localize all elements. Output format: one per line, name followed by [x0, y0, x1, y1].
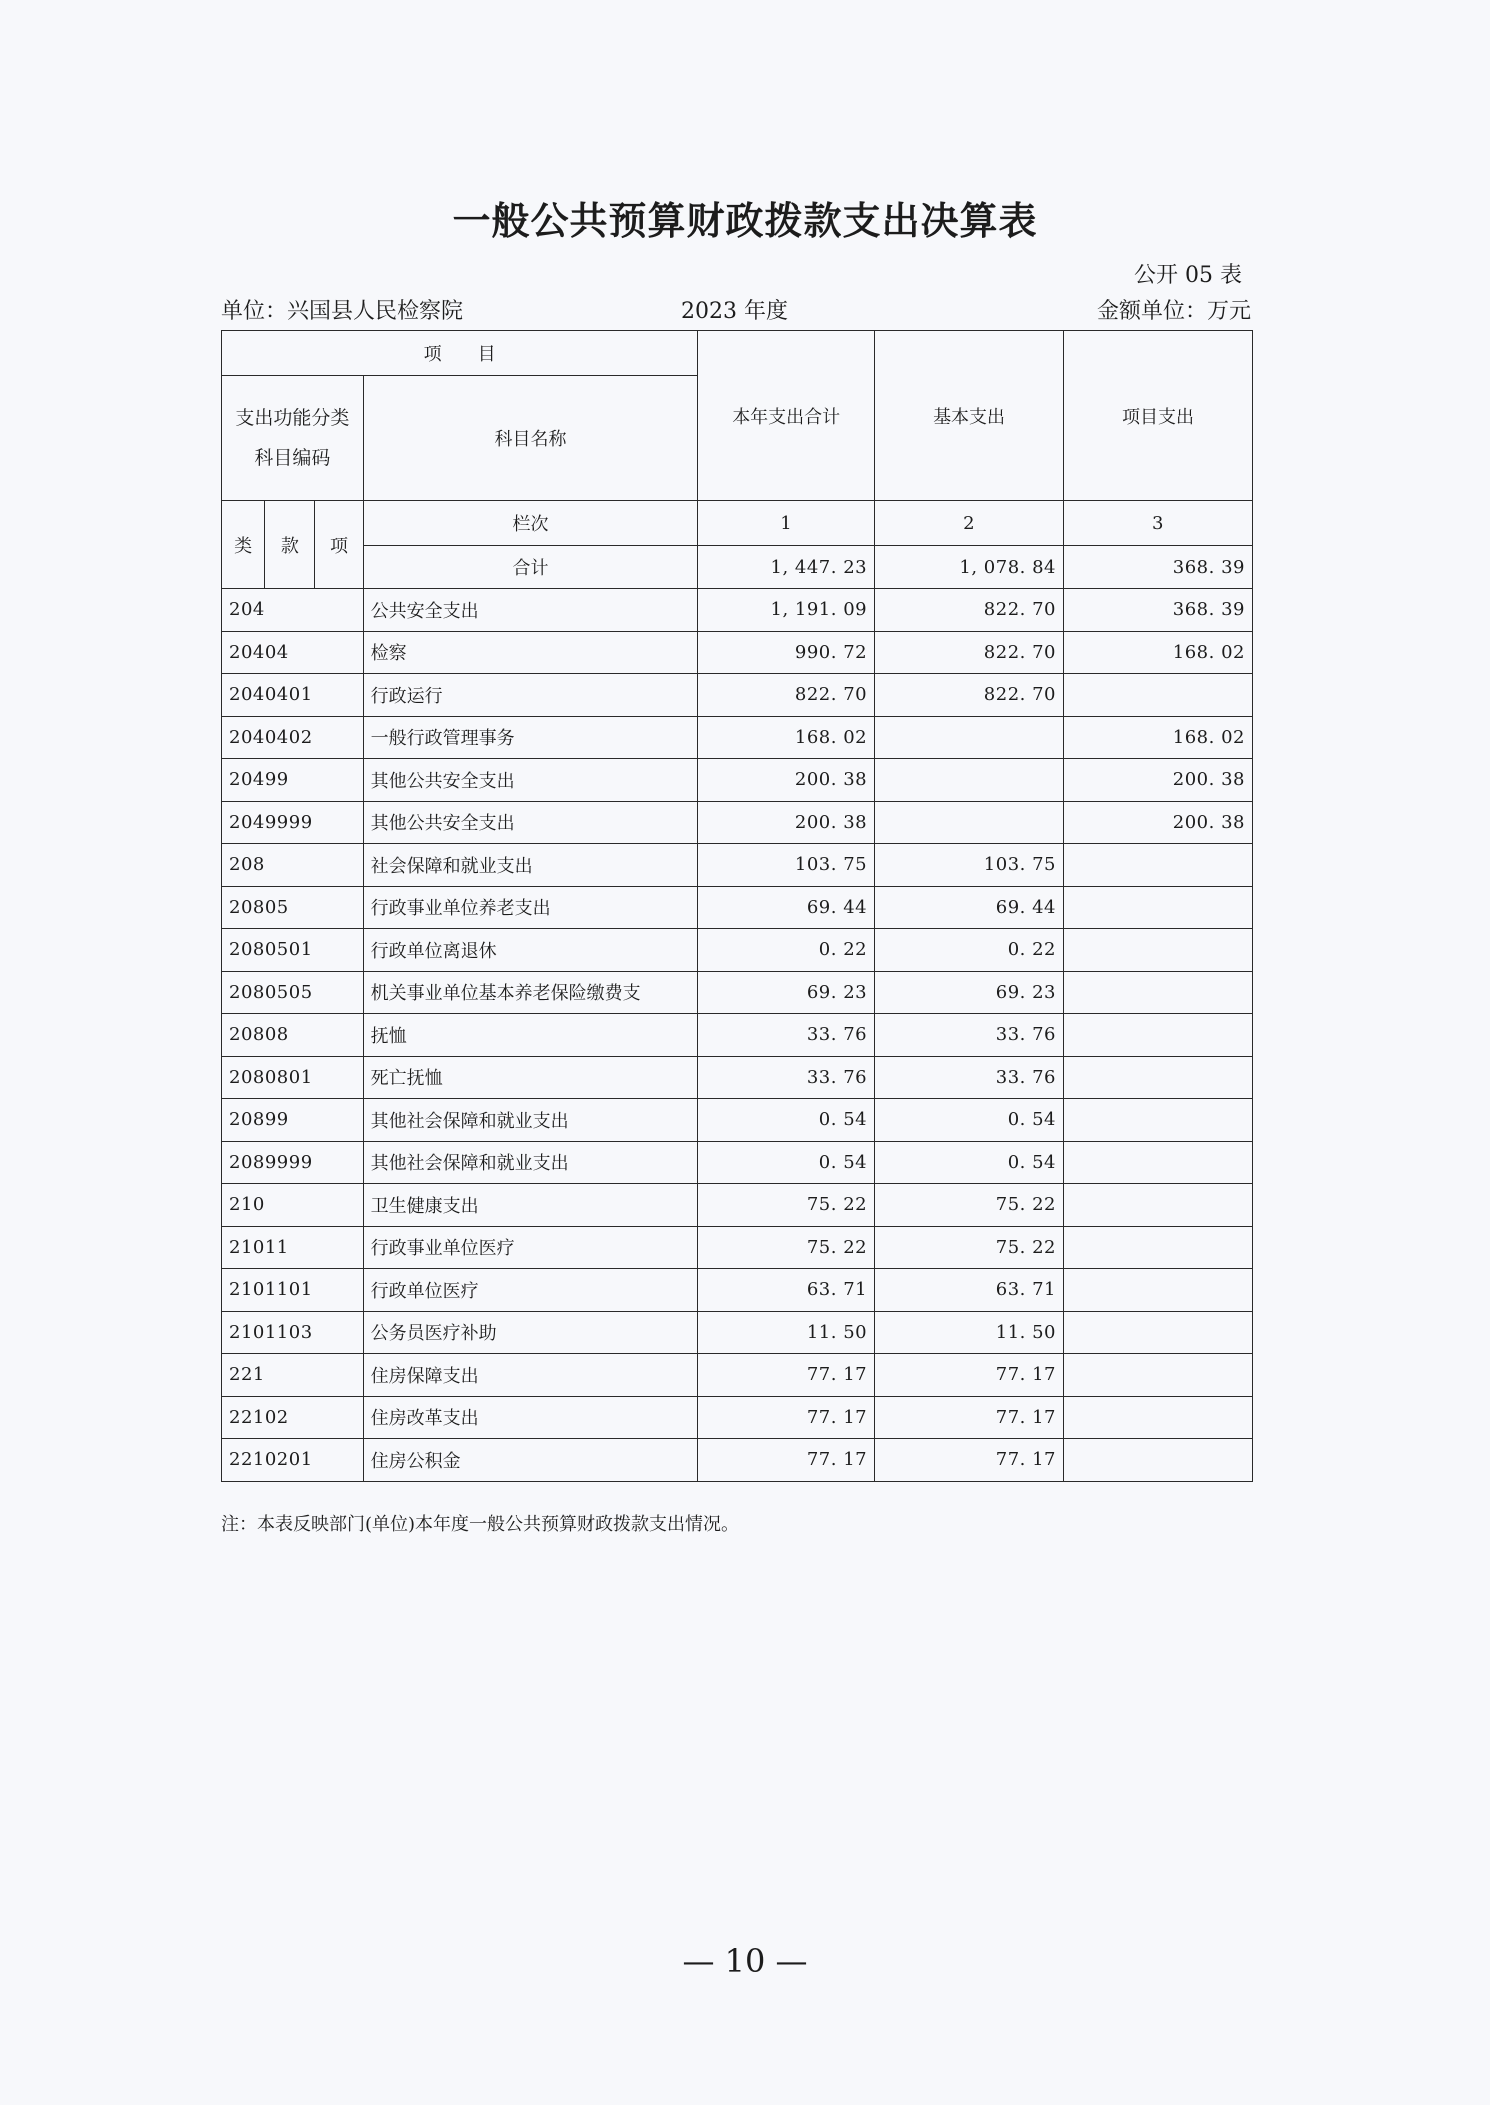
table-row [222, 844, 1253, 887]
table-row [222, 1099, 1253, 1142]
header-col3: 3 [1064, 501, 1253, 546]
row-project: 200. 38 [1064, 801, 1253, 844]
row-project [1064, 1141, 1253, 1184]
table-row [222, 1014, 1253, 1057]
row-project [1064, 1269, 1253, 1312]
table-row [222, 1439, 1253, 1482]
header-col1: 1 [698, 501, 875, 546]
row-name: 检察 [363, 631, 698, 674]
table-row [222, 1354, 1253, 1397]
row-name: 其他公共安全支出 [363, 759, 698, 802]
row-code: 2040401 [222, 674, 364, 717]
row-basic: 822. 70 [875, 631, 1064, 674]
row-code: 2040402 [222, 716, 364, 759]
row-total: 990. 72 [698, 631, 875, 674]
total-project: 368. 39 [1064, 546, 1253, 589]
row-basic: 69. 23 [875, 971, 1064, 1014]
row-project [1064, 1226, 1253, 1269]
row-name: 死亡抚恤 [363, 1056, 698, 1099]
row-code: 2101101 [222, 1269, 364, 1312]
row-code: 204 [222, 589, 364, 632]
row-basic: 103. 75 [875, 844, 1064, 887]
row-name: 公共安全支出 [363, 589, 698, 632]
total-label: 合计 [363, 546, 698, 589]
row-code: 20404 [222, 631, 364, 674]
table-row [222, 674, 1253, 717]
row-basic: 77. 17 [875, 1354, 1064, 1397]
row-name: 抚恤 [363, 1014, 698, 1057]
row-project [1064, 886, 1253, 929]
header-xiang: 项 [315, 501, 363, 589]
table-row [222, 631, 1253, 674]
row-name: 行政事业单位养老支出 [363, 886, 698, 929]
row-total: 200. 38 [698, 801, 875, 844]
row-project: 168. 02 [1064, 716, 1253, 759]
header-row-1 [222, 331, 1253, 376]
header-subject-name: 科目名称 [363, 376, 698, 501]
row-code: 20808 [222, 1014, 364, 1057]
row-total: 1, 191. 09 [698, 589, 875, 632]
header-row-3 [222, 501, 1253, 546]
row-project [1064, 1396, 1253, 1439]
row-project [1064, 1354, 1253, 1397]
row-basic: 69. 44 [875, 886, 1064, 929]
row-total: 0. 54 [698, 1099, 875, 1142]
total-basic: 1, 078. 84 [875, 546, 1064, 589]
row-code: 2210201 [222, 1439, 364, 1482]
page-title: 一般公共预算财政拨款支出决算表 [452, 199, 1038, 243]
row-total: 168. 02 [698, 716, 875, 759]
row-total: 75. 22 [698, 1184, 875, 1227]
row-total: 77. 17 [698, 1354, 875, 1397]
table-row [222, 716, 1253, 759]
row-name: 住房保障支出 [363, 1354, 698, 1397]
header-basic: 基本支出 [875, 331, 1064, 501]
row-total: 200. 38 [698, 759, 875, 802]
year-label: 2023 年度 [681, 299, 788, 324]
row-code: 208 [222, 844, 364, 887]
row-code: 21011 [222, 1226, 364, 1269]
total-row [222, 546, 1253, 589]
row-basic: 822. 70 [875, 589, 1064, 632]
row-basic: 33. 76 [875, 1014, 1064, 1057]
row-name: 住房公积金 [363, 1439, 698, 1482]
row-name: 公务员医疗补助 [363, 1311, 698, 1354]
row-code: 2080505 [222, 971, 364, 1014]
row-name: 其他社会保障和就业支出 [363, 1099, 698, 1142]
row-project [1064, 1311, 1253, 1354]
row-project [1064, 1184, 1253, 1227]
row-project: 368. 39 [1064, 589, 1253, 632]
row-project [1064, 1439, 1253, 1482]
row-total: 822. 70 [698, 674, 875, 717]
table-row [222, 929, 1253, 972]
row-name: 行政单位医疗 [363, 1269, 698, 1312]
row-basic: 11. 50 [875, 1311, 1064, 1354]
row-code: 2089999 [222, 1141, 364, 1184]
row-basic [875, 716, 1064, 759]
header-total: 本年支出合计 [698, 331, 875, 501]
table-row [222, 1226, 1253, 1269]
row-name: 其他社会保障和就业支出 [363, 1141, 698, 1184]
budget-table [221, 330, 1253, 1482]
row-basic: 822. 70 [875, 674, 1064, 717]
row-code: 20499 [222, 759, 364, 802]
row-code: 2080501 [222, 929, 364, 972]
row-total: 63. 71 [698, 1269, 875, 1312]
table-row [222, 801, 1253, 844]
header-project: 项目支出 [1064, 331, 1253, 501]
row-code: 210 [222, 1184, 364, 1227]
header-column-no: 栏次 [363, 501, 698, 546]
row-name: 一般行政管理事务 [363, 716, 698, 759]
header-item: 项 目 [222, 331, 698, 376]
row-code: 2049999 [222, 801, 364, 844]
row-basic [875, 759, 1064, 802]
header-lei: 类 [222, 501, 265, 589]
header-func-code: 支出功能分类 科目编码 [222, 376, 364, 501]
table-row [222, 1184, 1253, 1227]
meta-line [221, 294, 1251, 326]
table-note: 注：本表反映部门(单位)本年度一般公共预算财政拨款支出情况。 [221, 1514, 740, 1535]
page-number: — 10 — [682, 1942, 808, 1980]
row-project [1064, 929, 1253, 972]
row-basic: 75. 22 [875, 1226, 1064, 1269]
form-number: 公开 05 表 [1134, 263, 1242, 288]
row-total: 69. 23 [698, 971, 875, 1014]
row-project [1064, 1099, 1253, 1142]
row-total: 33. 76 [698, 1014, 875, 1057]
table-row [222, 1141, 1253, 1184]
table-row [222, 886, 1253, 929]
row-basic: 0. 54 [875, 1099, 1064, 1142]
table-row [222, 759, 1253, 802]
row-code: 221 [222, 1354, 364, 1397]
row-basic: 63. 71 [875, 1269, 1064, 1312]
unit-label: 单位：兴国县人民检察院 [221, 299, 464, 324]
row-total: 77. 17 [698, 1396, 875, 1439]
row-project [1064, 844, 1253, 887]
row-name: 社会保障和就业支出 [363, 844, 698, 887]
row-basic: 0. 54 [875, 1141, 1064, 1184]
row-name: 行政单位离退休 [363, 929, 698, 972]
table-row [222, 971, 1253, 1014]
total-total: 1, 447. 23 [698, 546, 875, 589]
row-basic [875, 801, 1064, 844]
row-total: 11. 50 [698, 1311, 875, 1354]
row-basic: 75. 22 [875, 1184, 1064, 1227]
header-col2: 2 [875, 501, 1064, 546]
row-code: 20805 [222, 886, 364, 929]
row-total: 0. 22 [698, 929, 875, 972]
row-name: 卫生健康支出 [363, 1184, 698, 1227]
row-total: 75. 22 [698, 1226, 875, 1269]
row-code: 20899 [222, 1099, 364, 1142]
table-row [222, 1056, 1253, 1099]
row-total: 77. 17 [698, 1439, 875, 1482]
table-row [222, 1311, 1253, 1354]
row-name: 机关事业单位基本养老保险缴费支 [363, 971, 698, 1014]
row-project: 200. 38 [1064, 759, 1253, 802]
row-project: 168. 02 [1064, 631, 1253, 674]
row-basic: 77. 17 [875, 1439, 1064, 1482]
row-basic: 0. 22 [875, 929, 1064, 972]
row-total: 0. 54 [698, 1141, 875, 1184]
row-total: 69. 44 [698, 886, 875, 929]
table-row [222, 589, 1253, 632]
row-code: 2080801 [222, 1056, 364, 1099]
table-row [222, 1396, 1253, 1439]
row-name: 其他公共安全支出 [363, 801, 698, 844]
row-basic: 77. 17 [875, 1396, 1064, 1439]
table-row [222, 1269, 1253, 1312]
row-total: 103. 75 [698, 844, 875, 887]
row-code: 22102 [222, 1396, 364, 1439]
header-kuan: 款 [265, 501, 315, 589]
row-name: 行政运行 [363, 674, 698, 717]
row-project [1064, 1056, 1253, 1099]
row-basic: 33. 76 [875, 1056, 1064, 1099]
row-code: 2101103 [222, 1311, 364, 1354]
row-name: 住房改革支出 [363, 1396, 698, 1439]
row-project [1064, 971, 1253, 1014]
money-unit-label: 金额单位：万元 [1096, 299, 1251, 324]
row-total: 33. 76 [698, 1056, 875, 1099]
row-project [1064, 1014, 1253, 1057]
row-name: 行政事业单位医疗 [363, 1226, 698, 1269]
row-project [1064, 674, 1253, 717]
